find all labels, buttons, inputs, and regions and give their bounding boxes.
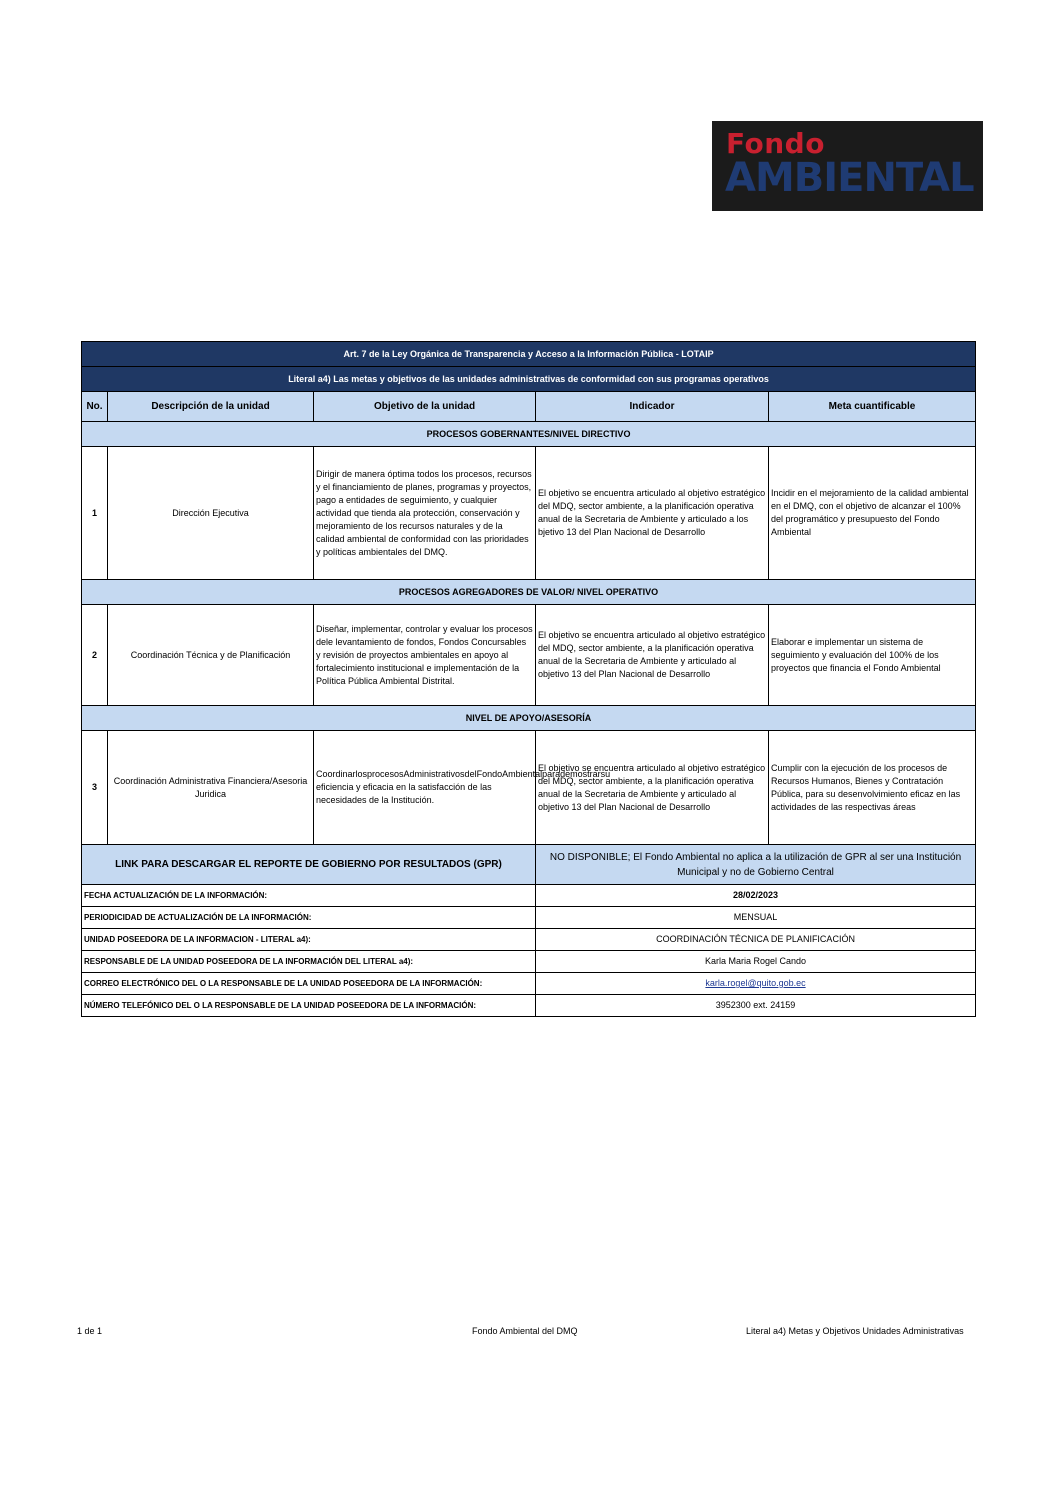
table-title: Art. 7 de la Ley Orgánica de Transparencia y Acceso a la Información Pública - LOTAIP <box>82 342 976 367</box>
row-indicator: El objetivo se encuentra articulado al objetivo estratégico del MDQ, sector ambiente, a la planificación operativa anual de la Secretaria de Ambiente y articulado al objetivo 13 del Plan Nacional de Desarrollo <box>536 605 769 706</box>
row-unit: Dirección Ejecutiva <box>108 447 314 580</box>
info-label: NÚMERO TELEFÓNICO DEL O LA RESPONSABLE DE LA UNIDAD POSEEDORA DE LA INFORMACIÓN: <box>82 995 536 1017</box>
row-unit: Coordinación Técnica y de Planificación <box>108 605 314 706</box>
info-label: FECHA ACTUALIZACIÓN DE LA INFORMACIÓN: <box>82 885 536 907</box>
info-value-date: 28/02/2023 <box>536 885 976 907</box>
info-label: PERIODICIDAD DE ACTUALIZACIÓN DE LA INFORMACIÓN: <box>82 907 536 929</box>
col-obj: Objetivo de la unidad <box>314 392 536 422</box>
row-goal: Cumplir con la ejecución de los procesos de Recursos Humanos, Bienes y Contratación Pública, para su desenvolvimiento eficaz en las actividades de las respectivas áreas <box>769 731 976 845</box>
col-meta: Meta cuantificable <box>769 392 976 422</box>
table-subtitle: Literal a4) Las metas y objetivos de las unidades administrativas de conformidad con sus programas operativos <box>82 367 976 392</box>
gpr-value: NO DISPONIBLE; El Fondo Ambiental no aplica a la utilización de GPR al ser una Institución Municipal y no de Gobierno Central <box>536 845 976 885</box>
section-title: PROCESOS GOBERNANTES/NIVEL DIRECTIVO <box>82 422 976 447</box>
info-value-phone: 3952300 ext. 24159 <box>536 995 976 1017</box>
row-number: 1 <box>82 447 108 580</box>
section-title: PROCESOS AGREGADORES DE VALOR/ NIVEL OPERATIVO <box>82 580 976 605</box>
row-goal: Elaborar e implementar un sistema de seguimiento y evaluación del 100% de los proyectos que financia el Fondo Ambiental <box>769 605 976 706</box>
row-indicator: El objetivo se encuentra articulado al objetivo estratégico del MDQ, sector ambiente, a la planificación operativa anual de la Secretaria de Ambiente y articulado al objetivo 13 del Plan Nacional de Desarrollo <box>536 731 769 845</box>
fondo-ambiental-logo <box>712 121 983 211</box>
footer-page: 1 de 1 <box>77 1326 103 1336</box>
logo-line1: Fondo <box>726 127 825 160</box>
row-objective: Diseñar, implementar, controlar y evaluar los procesos dele levantamiento de fondos, Fondos Concursables y revisión de proyectos ambientales en apoyo al fortalecimiento institucional e implementación de la Política Pública Ambiental Distrital. <box>314 605 536 706</box>
table-row <box>82 447 976 580</box>
row-number: 2 <box>82 605 108 706</box>
info-value-periodicity: MENSUAL <box>536 907 976 929</box>
row-goal: Incidir en el mejoramiento de la calidad ambiental en el DMQ, con el objetivo de alcanzar el 100% del programático y presupuesto del Fondo Ambiental <box>769 447 976 580</box>
info-value-unit: COORDINACIÓN TÉCNICA DE PLANIFICACIÓN <box>536 929 976 951</box>
table-row <box>82 605 976 706</box>
gpr-label: LINK PARA DESCARGAR EL REPORTE DE GOBIERNO POR RESULTADOS (GPR) <box>82 845 536 885</box>
info-value-responsible: Karla Maria Rogel Cando <box>536 951 976 973</box>
row-indicator: El objetivo se encuentra articulado al objetivo estratégico del MDQ, sector ambiente, a la planificación operativa anual de la Secretaria de Ambiente y articulado a los bjetivo 13 del Plan Nacional de Desarrollo <box>536 447 769 580</box>
row-number: 3 <box>82 731 108 845</box>
logo-line2: AMBIENTAL <box>725 155 974 201</box>
col-no: No. <box>82 392 108 422</box>
row-objective: Dirigir de manera óptima todos los procesos, recursos y el financiamiento de planes, programas y proyectos, pago a entidades de seguimiento, y cualquier actividad que tienda ala protección, conservación y mejoramiento de los recursos naturales y de la calidad ambiental de conformidad con las prioridades y políticas ambientales del DMQ. <box>314 447 536 580</box>
row-unit: Coordinación Administrativa Financiera/Asesoria Juridica <box>108 731 314 845</box>
col-desc: Descripción de la unidad <box>108 392 314 422</box>
info-label: CORREO ELECTRÓNICO DEL O LA RESPONSABLE DE LA UNIDAD POSEEDORA DE LA INFORMACIÓN: <box>82 973 536 995</box>
footer-center: Fondo Ambiental del DMQ <box>472 1326 578 1336</box>
row-objective: CoordinarlosprocesosAdministrativosdelFondoAmbientalparademostrarsu eficiencia y eficacia en la satisfacción de las necesidades de la Institución. <box>314 731 536 845</box>
section-title: NIVEL DE APOYO/ASESORÍA <box>82 706 976 731</box>
email-link[interactable]: karla.rogel@quito.gob.ec <box>705 978 806 988</box>
footer-right: Literal a4) Metas y Objetivos Unidades Administrativas <box>746 1326 964 1336</box>
lotaip-table <box>81 341 976 1017</box>
info-label: RESPONSABLE DE LA UNIDAD POSEEDORA DE LA INFORMACIÓN DEL LITERAL a4): <box>82 951 536 973</box>
info-label: UNIDAD POSEEDORA DE LA INFORMACION - LITERAL a4): <box>82 929 536 951</box>
table-row <box>82 731 976 845</box>
col-ind: Indicador <box>536 392 769 422</box>
